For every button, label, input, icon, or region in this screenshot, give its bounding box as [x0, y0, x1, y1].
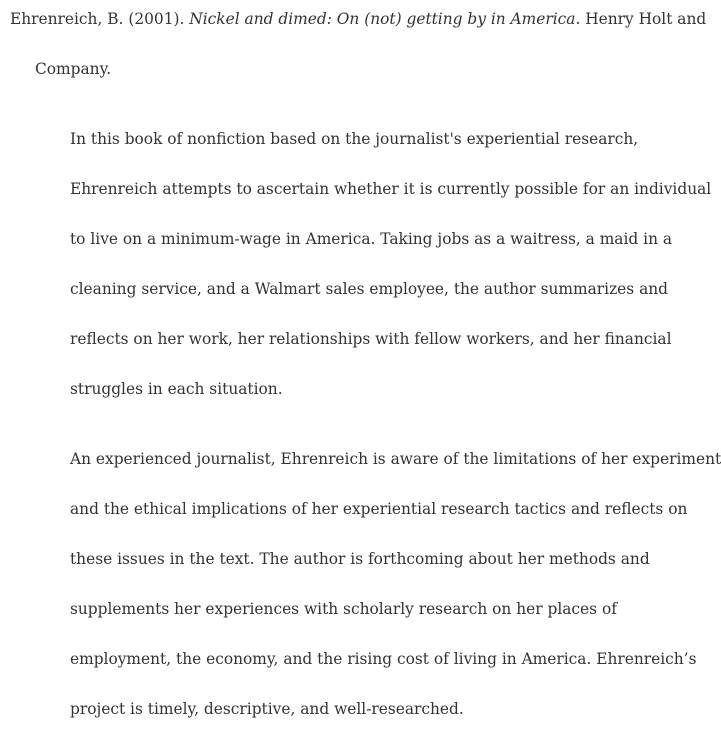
paragraph-line: reflects on her work, her relationships with fellow workers, and her financial	[70, 330, 672, 348]
paragraph-line: struggles in each situation.	[70, 380, 283, 398]
citation-line-1	[10, 0, 707, 44]
reference-citation	[10, 0, 707, 94]
citation-book-title: Nickel and dimed: On (not) getting by in America	[189, 10, 576, 28]
paragraph-line: Ehrenreich attempts to ascertain whether it is currently possible for an individual	[70, 180, 712, 198]
citation-publisher: . Henry Holt and	[575, 10, 707, 28]
paragraph-line: cleaning service, and a Walmart sales employee, the author summarizes and	[70, 280, 669, 298]
paragraph-line: to live on a minimum-wage in America. Taking jobs as a waitress, a maid in a	[70, 230, 673, 248]
paragraph-line: and the ethical implications of her experiential research tactics and reflects on	[70, 500, 688, 518]
paragraph-line: In this book of nonfiction based on the journalist's experiential research,	[70, 130, 639, 148]
paragraph-line: project is timely, descriptive, and well-researched.	[70, 700, 464, 718]
paragraph-line: these issues in the text. The author is forthcoming about her methods and	[70, 550, 650, 568]
paragraph-line: An experienced journalist, Ehrenreich is aware of the limitations of her experiment	[70, 450, 721, 468]
paragraph-line: employment, the economy, and the rising cost of living in America. Ehrenreich’s	[70, 650, 697, 668]
annotation-evaluation-paragraph	[70, 434, 721, 734]
annotation-summary-paragraph	[70, 114, 712, 414]
citation-line-2: Company.	[35, 60, 112, 78]
citation-author-year: Ehrenreich, B. (2001).	[10, 10, 190, 28]
paragraph-line: supplements her experiences with scholarly research on her places of	[70, 600, 617, 618]
